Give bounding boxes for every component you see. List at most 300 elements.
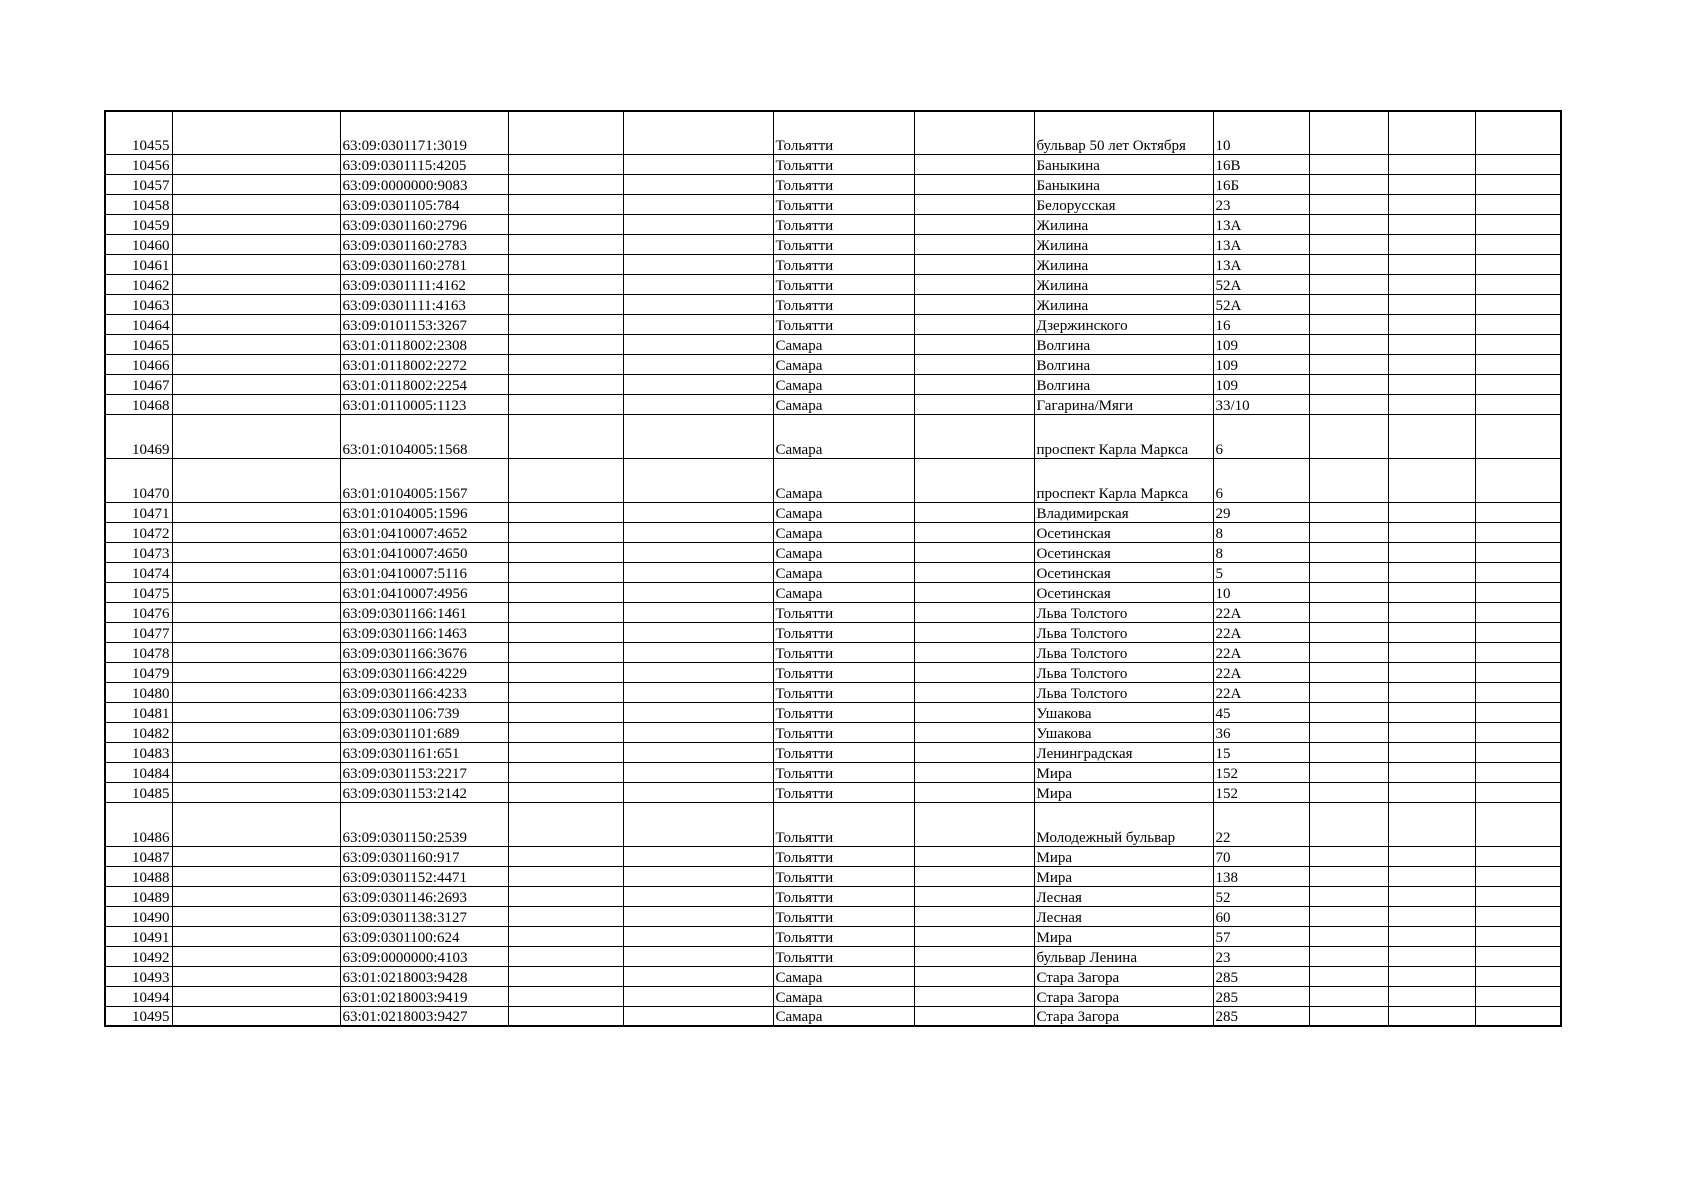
street-cell: Мира xyxy=(1034,866,1213,886)
empty-cell xyxy=(1309,642,1388,662)
empty-cell xyxy=(1475,334,1561,354)
empty-cell xyxy=(1475,522,1561,542)
cadastral-number-cell: 63:09:0301166:1463 xyxy=(340,622,508,642)
empty-cell xyxy=(1475,582,1561,602)
table-row xyxy=(105,906,1561,926)
table-row xyxy=(105,802,1561,846)
empty-cell xyxy=(1309,174,1388,194)
house-number-cell: 16Б xyxy=(1213,174,1309,194)
empty-cell xyxy=(914,234,1034,254)
empty-cell xyxy=(508,702,623,722)
empty-cell xyxy=(1309,542,1388,562)
empty-cell xyxy=(172,602,340,622)
house-number-cell: 52А xyxy=(1213,294,1309,314)
empty-cell xyxy=(508,926,623,946)
empty-cell xyxy=(172,926,340,946)
empty-cell xyxy=(1388,562,1475,582)
row-number-cell: 10478 xyxy=(105,642,172,662)
city-cell: Тольятти xyxy=(773,742,914,762)
empty-cell xyxy=(1388,354,1475,374)
empty-cell xyxy=(508,334,623,354)
empty-cell xyxy=(1475,214,1561,234)
street-cell: Мира xyxy=(1034,926,1213,946)
empty-cell xyxy=(1475,254,1561,274)
street-cell: Владимирская xyxy=(1034,502,1213,522)
empty-cell xyxy=(172,662,340,682)
table-row xyxy=(105,314,1561,334)
empty-cell xyxy=(623,234,773,254)
empty-cell xyxy=(1309,782,1388,802)
cadastral-number-cell: 63:01:0104005:1567 xyxy=(340,458,508,502)
empty-cell xyxy=(508,602,623,622)
row-number-cell: 10480 xyxy=(105,682,172,702)
city-cell: Самара xyxy=(773,1006,914,1026)
city-cell: Тольятти xyxy=(773,682,914,702)
empty-cell xyxy=(1309,1006,1388,1026)
street-cell: Жилина xyxy=(1034,234,1213,254)
empty-cell xyxy=(914,214,1034,234)
cadastral-number-cell: 63:01:0104005:1596 xyxy=(340,502,508,522)
empty-cell xyxy=(1388,602,1475,622)
empty-cell xyxy=(172,642,340,662)
house-number-cell: 52А xyxy=(1213,274,1309,294)
table-row xyxy=(105,334,1561,354)
table-row xyxy=(105,154,1561,174)
empty-cell xyxy=(1475,642,1561,662)
city-cell: Тольятти xyxy=(773,234,914,254)
empty-cell xyxy=(508,762,623,782)
empty-cell xyxy=(1388,662,1475,682)
cadastral-number-cell: 63:09:0301100:624 xyxy=(340,926,508,946)
house-number-cell: 16 xyxy=(1213,314,1309,334)
empty-cell xyxy=(508,682,623,702)
table-row xyxy=(105,782,1561,802)
empty-cell xyxy=(508,174,623,194)
empty-cell xyxy=(1388,1006,1475,1026)
empty-cell xyxy=(914,986,1034,1006)
empty-cell xyxy=(1309,214,1388,234)
empty-cell xyxy=(914,154,1034,174)
empty-cell xyxy=(172,334,340,354)
empty-cell xyxy=(1388,414,1475,458)
empty-cell xyxy=(1388,174,1475,194)
row-number-cell: 10481 xyxy=(105,702,172,722)
empty-cell xyxy=(1475,802,1561,846)
empty-cell xyxy=(172,702,340,722)
empty-cell xyxy=(1388,622,1475,642)
empty-cell xyxy=(1309,602,1388,622)
house-number-cell: 22А xyxy=(1213,642,1309,662)
empty-cell xyxy=(508,946,623,966)
empty-cell xyxy=(508,742,623,762)
city-cell: Тольятти xyxy=(773,274,914,294)
empty-cell xyxy=(623,1006,773,1026)
house-number-cell: 36 xyxy=(1213,722,1309,742)
table-row xyxy=(105,582,1561,602)
empty-cell xyxy=(1388,234,1475,254)
empty-cell xyxy=(623,722,773,742)
empty-cell xyxy=(508,846,623,866)
cadastral-number-cell: 63:01:0410007:4956 xyxy=(340,582,508,602)
empty-cell xyxy=(1309,906,1388,926)
cadastral-number-cell: 63:09:0301166:1461 xyxy=(340,602,508,622)
table-row xyxy=(105,1006,1561,1026)
street-cell: Жилина xyxy=(1034,294,1213,314)
cadastral-number-cell: 63:01:0218003:9419 xyxy=(340,986,508,1006)
house-number-cell: 13А xyxy=(1213,254,1309,274)
empty-cell xyxy=(914,782,1034,802)
empty-cell xyxy=(1309,946,1388,966)
empty-cell xyxy=(172,866,340,886)
cadastral-number-cell: 63:09:0301152:4471 xyxy=(340,866,508,886)
table-row xyxy=(105,374,1561,394)
city-cell: Самара xyxy=(773,542,914,562)
empty-cell xyxy=(623,582,773,602)
empty-cell xyxy=(1388,742,1475,762)
house-number-cell: 152 xyxy=(1213,762,1309,782)
empty-cell xyxy=(508,542,623,562)
city-cell: Тольятти xyxy=(773,702,914,722)
street-cell: Осетинская xyxy=(1034,522,1213,542)
city-cell: Самара xyxy=(773,582,914,602)
empty-cell xyxy=(1309,274,1388,294)
house-number-cell: 22А xyxy=(1213,682,1309,702)
street-cell: бульвар Ленина xyxy=(1034,946,1213,966)
cadastral-number-cell: 63:09:0301153:2142 xyxy=(340,782,508,802)
empty-cell xyxy=(1309,622,1388,642)
empty-cell xyxy=(1475,886,1561,906)
street-cell: проспект Карла Маркса xyxy=(1034,414,1213,458)
city-cell: Тольятти xyxy=(773,154,914,174)
empty-cell xyxy=(172,294,340,314)
cadastral-number-cell: 63:01:0218003:9427 xyxy=(340,1006,508,1026)
cadastral-number-cell: 63:01:0118002:2308 xyxy=(340,334,508,354)
empty-cell xyxy=(172,846,340,866)
empty-cell xyxy=(1475,274,1561,294)
empty-cell xyxy=(1309,762,1388,782)
empty-cell xyxy=(508,966,623,986)
house-number-cell: 22А xyxy=(1213,662,1309,682)
empty-cell xyxy=(172,802,340,846)
street-cell: Льва Толстого xyxy=(1034,642,1213,662)
table-row xyxy=(105,414,1561,458)
street-cell: Мира xyxy=(1034,846,1213,866)
empty-cell xyxy=(1309,354,1388,374)
empty-cell xyxy=(914,254,1034,274)
cadastral-number-cell: 63:09:0301146:2693 xyxy=(340,886,508,906)
empty-cell xyxy=(914,274,1034,294)
row-number-cell: 10495 xyxy=(105,1006,172,1026)
empty-cell xyxy=(1388,394,1475,414)
row-number-cell: 10470 xyxy=(105,458,172,502)
empty-cell xyxy=(1475,174,1561,194)
street-cell: Ленинградская xyxy=(1034,742,1213,762)
empty-cell xyxy=(1475,374,1561,394)
street-cell: Волгина xyxy=(1034,374,1213,394)
empty-cell xyxy=(914,582,1034,602)
empty-cell xyxy=(1309,254,1388,274)
empty-cell xyxy=(1475,846,1561,866)
house-number-cell: 70 xyxy=(1213,846,1309,866)
empty-cell xyxy=(914,458,1034,502)
empty-cell xyxy=(623,702,773,722)
city-cell: Тольятти xyxy=(773,846,914,866)
table-row xyxy=(105,234,1561,254)
empty-cell xyxy=(1309,234,1388,254)
cadastral-number-cell: 63:01:0410007:4652 xyxy=(340,522,508,542)
house-number-cell: 15 xyxy=(1213,742,1309,762)
house-number-cell: 6 xyxy=(1213,414,1309,458)
cadastral-number-cell: 63:09:0301160:2796 xyxy=(340,214,508,234)
street-cell: Баныкина xyxy=(1034,154,1213,174)
cadastral-number-cell: 63:01:0118002:2254 xyxy=(340,374,508,394)
empty-cell xyxy=(1388,886,1475,906)
street-cell: бульвар 50 лет Октября xyxy=(1034,111,1213,154)
row-number-cell: 10465 xyxy=(105,334,172,354)
house-number-cell: 109 xyxy=(1213,334,1309,354)
empty-cell xyxy=(1309,702,1388,722)
empty-cell xyxy=(623,886,773,906)
empty-cell xyxy=(623,946,773,966)
empty-cell xyxy=(1309,314,1388,334)
empty-cell xyxy=(1475,926,1561,946)
empty-cell xyxy=(172,394,340,414)
empty-cell xyxy=(172,414,340,458)
empty-cell xyxy=(1475,154,1561,174)
empty-cell xyxy=(623,602,773,622)
empty-cell xyxy=(1388,782,1475,802)
house-number-cell: 8 xyxy=(1213,522,1309,542)
house-number-cell: 8 xyxy=(1213,542,1309,562)
empty-cell xyxy=(1388,866,1475,886)
house-number-cell: 22А xyxy=(1213,622,1309,642)
city-cell: Самара xyxy=(773,966,914,986)
cadastral-number-cell: 63:09:0000000:9083 xyxy=(340,174,508,194)
empty-cell xyxy=(1388,966,1475,986)
empty-cell xyxy=(1475,502,1561,522)
empty-cell xyxy=(623,966,773,986)
empty-cell xyxy=(623,906,773,926)
empty-cell xyxy=(914,906,1034,926)
empty-cell xyxy=(172,886,340,906)
empty-cell xyxy=(172,111,340,154)
row-number-cell: 10466 xyxy=(105,354,172,374)
empty-cell xyxy=(1309,458,1388,502)
empty-cell xyxy=(508,294,623,314)
city-cell: Тольятти xyxy=(773,722,914,742)
empty-cell xyxy=(172,582,340,602)
empty-cell xyxy=(623,458,773,502)
city-cell: Тольятти xyxy=(773,946,914,966)
table-row xyxy=(105,111,1561,154)
city-cell: Тольятти xyxy=(773,294,914,314)
empty-cell xyxy=(623,354,773,374)
row-number-cell: 10494 xyxy=(105,986,172,1006)
empty-cell xyxy=(914,334,1034,354)
empty-cell xyxy=(1388,374,1475,394)
table-row xyxy=(105,254,1561,274)
empty-cell xyxy=(914,622,1034,642)
empty-cell xyxy=(914,111,1034,154)
house-number-cell: 109 xyxy=(1213,374,1309,394)
cadastral-number-cell: 63:01:0410007:5116 xyxy=(340,562,508,582)
empty-cell xyxy=(623,986,773,1006)
empty-cell xyxy=(1475,542,1561,562)
empty-cell xyxy=(914,522,1034,542)
empty-cell xyxy=(1388,642,1475,662)
street-cell: Льва Толстого xyxy=(1034,602,1213,622)
row-number-cell: 10458 xyxy=(105,194,172,214)
empty-cell xyxy=(1475,602,1561,622)
empty-cell xyxy=(1475,762,1561,782)
city-cell: Тольятти xyxy=(773,214,914,234)
street-cell: Стара Загора xyxy=(1034,966,1213,986)
empty-cell xyxy=(623,111,773,154)
cadastral-number-cell: 63:09:0301105:784 xyxy=(340,194,508,214)
city-cell: Тольятти xyxy=(773,866,914,886)
empty-cell xyxy=(914,742,1034,762)
empty-cell xyxy=(172,562,340,582)
empty-cell xyxy=(1475,314,1561,334)
cadastral-number-cell: 63:09:0301115:4205 xyxy=(340,154,508,174)
row-number-cell: 10490 xyxy=(105,906,172,926)
house-number-cell: 16В xyxy=(1213,154,1309,174)
city-cell: Тольятти xyxy=(773,622,914,642)
empty-cell xyxy=(508,154,623,174)
empty-cell xyxy=(1475,866,1561,886)
empty-cell xyxy=(1475,662,1561,682)
empty-cell xyxy=(914,642,1034,662)
city-cell: Тольятти xyxy=(773,906,914,926)
empty-cell xyxy=(1475,394,1561,414)
empty-cell xyxy=(623,642,773,662)
empty-cell xyxy=(172,254,340,274)
house-number-cell: 10 xyxy=(1213,582,1309,602)
empty-cell xyxy=(914,722,1034,742)
empty-cell xyxy=(623,542,773,562)
table-row xyxy=(105,542,1561,562)
house-number-cell: 152 xyxy=(1213,782,1309,802)
empty-cell xyxy=(172,742,340,762)
empty-cell xyxy=(508,802,623,846)
empty-cell xyxy=(172,502,340,522)
row-number-cell: 10463 xyxy=(105,294,172,314)
cadastral-number-cell: 63:09:0301166:4233 xyxy=(340,682,508,702)
table-row xyxy=(105,174,1561,194)
empty-cell xyxy=(623,274,773,294)
cadastral-number-cell: 63:09:0301101:689 xyxy=(340,722,508,742)
cadastral-number-cell: 63:09:0101153:3267 xyxy=(340,314,508,334)
table-row xyxy=(105,742,1561,762)
cadastral-number-cell: 63:01:0104005:1568 xyxy=(340,414,508,458)
empty-cell xyxy=(172,354,340,374)
empty-cell xyxy=(172,986,340,1006)
empty-cell xyxy=(1475,354,1561,374)
table-row xyxy=(105,194,1561,214)
empty-cell xyxy=(508,866,623,886)
row-number-cell: 10460 xyxy=(105,234,172,254)
empty-cell xyxy=(1475,414,1561,458)
empty-cell xyxy=(172,274,340,294)
row-number-cell: 10472 xyxy=(105,522,172,542)
table-row xyxy=(105,642,1561,662)
empty-cell xyxy=(1309,334,1388,354)
empty-cell xyxy=(914,702,1034,722)
row-number-cell: 10462 xyxy=(105,274,172,294)
street-cell: Лесная xyxy=(1034,886,1213,906)
empty-cell xyxy=(914,562,1034,582)
empty-cell xyxy=(1475,682,1561,702)
city-cell: Самара xyxy=(773,394,914,414)
empty-cell xyxy=(172,522,340,542)
row-number-cell: 10491 xyxy=(105,926,172,946)
empty-cell xyxy=(1388,502,1475,522)
row-number-cell: 10461 xyxy=(105,254,172,274)
street-cell: Волгина xyxy=(1034,334,1213,354)
empty-cell xyxy=(1309,154,1388,174)
empty-cell xyxy=(1388,946,1475,966)
empty-cell xyxy=(623,926,773,946)
empty-cell xyxy=(623,866,773,886)
table-row xyxy=(105,762,1561,782)
empty-cell xyxy=(1309,294,1388,314)
empty-cell xyxy=(623,214,773,234)
cadastral-number-cell: 63:01:0410007:4650 xyxy=(340,542,508,562)
empty-cell xyxy=(1309,522,1388,542)
row-number-cell: 10486 xyxy=(105,802,172,846)
street-cell: Дзержинского xyxy=(1034,314,1213,334)
street-cell: Стара Загора xyxy=(1034,1006,1213,1026)
city-cell: Тольятти xyxy=(773,802,914,846)
empty-cell xyxy=(1388,314,1475,334)
table-row xyxy=(105,946,1561,966)
table-row xyxy=(105,866,1561,886)
empty-cell xyxy=(1388,294,1475,314)
empty-cell xyxy=(1388,111,1475,154)
house-number-cell: 138 xyxy=(1213,866,1309,886)
table-row xyxy=(105,274,1561,294)
empty-cell xyxy=(1388,334,1475,354)
table-row xyxy=(105,682,1561,702)
city-cell: Самара xyxy=(773,414,914,458)
empty-cell xyxy=(623,846,773,866)
empty-cell xyxy=(914,966,1034,986)
street-cell: Стара Загора xyxy=(1034,986,1213,1006)
house-number-cell: 33/10 xyxy=(1213,394,1309,414)
empty-cell xyxy=(172,682,340,702)
house-number-cell: 57 xyxy=(1213,926,1309,946)
table-row xyxy=(105,458,1561,502)
empty-cell xyxy=(508,354,623,374)
empty-cell xyxy=(623,254,773,274)
empty-cell xyxy=(1309,742,1388,762)
empty-cell xyxy=(1388,458,1475,502)
table-body xyxy=(105,111,1561,1026)
street-cell: Баныкина xyxy=(1034,174,1213,194)
empty-cell xyxy=(172,966,340,986)
house-number-cell: 22А xyxy=(1213,602,1309,622)
row-number-cell: 10479 xyxy=(105,662,172,682)
empty-cell xyxy=(1309,582,1388,602)
empty-cell xyxy=(623,522,773,542)
empty-cell xyxy=(1388,722,1475,742)
empty-cell xyxy=(1475,906,1561,926)
empty-cell xyxy=(172,314,340,334)
street-cell: Гагарина/Мяги xyxy=(1034,394,1213,414)
empty-cell xyxy=(508,662,623,682)
empty-cell xyxy=(914,846,1034,866)
house-number-cell: 6 xyxy=(1213,458,1309,502)
